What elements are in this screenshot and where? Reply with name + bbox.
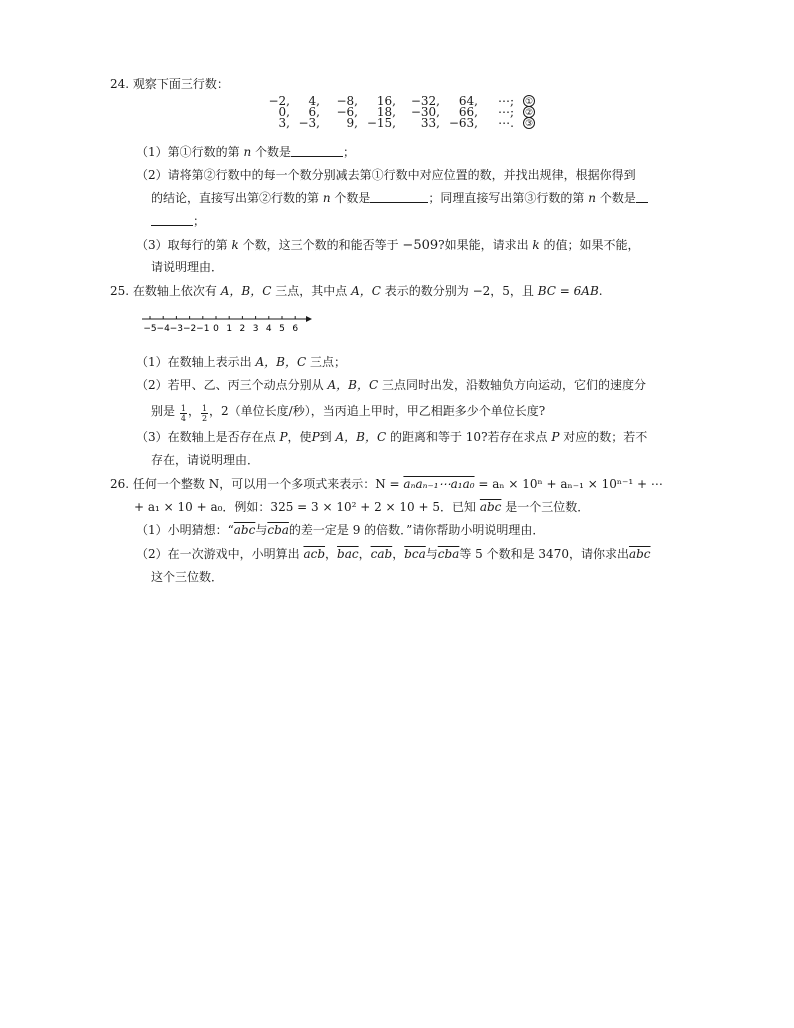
q26-line-1 xyxy=(110,476,663,492)
bac-overline: $\overline{bac}$ xyxy=(337,547,359,561)
var-n: n xyxy=(588,191,596,205)
answer-blank[interactable] xyxy=(151,214,193,226)
cba-overline: $\overline{cba}$ xyxy=(267,523,289,537)
text: （1）小明猜想：“ xyxy=(136,523,234,537)
formula: + a₁ × 10 + a₀．例如：325 = 3 × 10² + 2 × 10 + 5．已知 xyxy=(134,500,477,514)
number: −509 xyxy=(402,238,439,253)
denominator: 4 xyxy=(180,414,186,423)
text: （1）在数轴上表示出 xyxy=(136,355,252,369)
seq-value: −8, xyxy=(336,94,358,108)
q24-part-2-line-3 xyxy=(151,213,205,229)
q25-title xyxy=(110,283,603,299)
fraction-one-half xyxy=(201,404,208,423)
text: 表示的数分别为 −2，5，且 xyxy=(384,284,534,298)
axis-tick-label: 6 xyxy=(292,324,299,334)
seq-value: 0, xyxy=(278,105,290,119)
text: 个数，这三个数的和能否等于 xyxy=(242,238,399,252)
q25-part-2-line-1 xyxy=(136,377,646,393)
point-p: P xyxy=(551,430,560,444)
number-line xyxy=(140,312,312,334)
numerator: 1 xyxy=(180,404,186,413)
numerator: 1 xyxy=(201,404,208,413)
circled-number-1: ① xyxy=(524,97,534,107)
q24-part-3-line-1 xyxy=(136,237,640,254)
fraction-one-quarter xyxy=(180,404,187,423)
text: （2）若甲、乙、丙三个动点分别从 xyxy=(136,378,324,392)
circled-number-3: ③ xyxy=(524,119,534,129)
text: 与 xyxy=(255,523,268,537)
seq-value: −6, xyxy=(336,105,358,119)
answer-blank[interactable] xyxy=(291,145,343,157)
text: ?如果能，请求出 xyxy=(438,238,529,252)
seq-value: 4, xyxy=(308,94,320,108)
axis-tick-label: −3 xyxy=(169,324,184,334)
digits-overline: aₙaₙ₋₁⋯a₁a₀ xyxy=(403,477,475,491)
q24-part-3-line-2: 请说明理由． xyxy=(151,260,224,274)
text: 26. 任何一个整数 N，可以用一个多项式来表示：N = xyxy=(110,477,400,491)
axis-tick-label: 3 xyxy=(252,324,259,334)
text: 等 5 个数和是 3470，请你求出 xyxy=(459,547,629,561)
bca-overline: $\overline{bca}$ xyxy=(404,547,426,561)
seq-value: −63, xyxy=(448,116,478,130)
seq-value: ⋯; xyxy=(497,94,514,108)
text: （2）在一次游戏中，小明算出 xyxy=(136,547,300,561)
axis-tick-label: −4 xyxy=(156,324,170,334)
axis-tick-label: −5 xyxy=(143,324,157,334)
cba-overline: $\overline{cba}$ xyxy=(437,547,460,561)
q25-part-2-line-2 xyxy=(151,401,545,423)
points-abc: A，B，C xyxy=(327,378,379,392)
abc-overline: $\overline{abc}$ xyxy=(628,547,651,561)
text: 的差一定是 9 的倍数．”请你帮助小明说明理由． xyxy=(288,523,545,537)
seq-value: −32, xyxy=(410,94,440,108)
q25-part-1 xyxy=(136,354,346,370)
abc-overline: $\overline{abc}$ xyxy=(479,500,502,514)
q26-line-2 xyxy=(134,499,589,515)
denominator: 2 xyxy=(201,414,208,423)
q26-part-2-line-1: （2）在一次游戏中，小明算出 $\overline{acb}$，$\overline{bac}$，$\overline{cab}$，$\overline{bca}$与$\overline{cba}$等 5 个数和是 3470，请你求出$\overline{abc}$ xyxy=(136,547,651,561)
q25-part-3-line-2: 存在，请说明理由． xyxy=(151,453,260,467)
axis-tick-label: 4 xyxy=(265,324,272,334)
text: ； xyxy=(343,145,356,159)
axis-tick-label: 5 xyxy=(279,324,285,334)
seq-value: 6, xyxy=(308,105,320,119)
q24-part-1 xyxy=(136,144,355,160)
circled-number-2: ② xyxy=(524,108,534,118)
q24-part-2-line-2 xyxy=(151,190,648,206)
seq-value: 9, xyxy=(346,116,358,130)
axis-tick-label: 2 xyxy=(239,324,246,334)
abc-overline: $\overline{abc}$ xyxy=(233,523,256,537)
text: （1）第①行数的第 xyxy=(136,145,240,159)
points-abc: A，B，C xyxy=(220,284,272,298)
points-ac: A，C xyxy=(351,284,381,298)
text: 是一个三位数． xyxy=(505,500,590,514)
points-abc: A，B，C xyxy=(335,430,387,444)
formula: = aₙ × 10ⁿ + aₙ₋₁ × 10ⁿ⁻¹ + ⋯ xyxy=(478,477,663,491)
var-k: k xyxy=(532,238,540,252)
q24-part-2-line-1: （2）请将第②行数中的每一个数分别减去第①行数中对应位置的数，并找出规律，根据你得到 xyxy=(136,168,636,182)
seq-value: −3, xyxy=(298,116,320,130)
text: 三点，其中点 xyxy=(275,284,348,298)
var-n: n xyxy=(243,145,252,159)
text: ，2（单位长度/秒），当丙追上甲时，甲乙相距多少个单位长度? xyxy=(209,404,546,418)
seq-value: ⋯; xyxy=(497,105,514,119)
point-p: P xyxy=(311,430,320,444)
text: 的结论，直接写出第②行数的第 xyxy=(151,191,320,205)
text: 个数是 xyxy=(334,191,371,205)
equation: BC = 6AB xyxy=(537,284,599,298)
axis-tick-label: 1 xyxy=(226,324,233,334)
q26-part-1 xyxy=(136,522,544,538)
text: 三点； xyxy=(309,355,346,369)
seq-value: 18, xyxy=(376,105,396,119)
text: 三点同时出发，沿数轴负方向运动，它们的速度分 xyxy=(381,378,646,392)
point-p: P xyxy=(279,430,288,444)
text: ；同理直接写出第③行数的第 xyxy=(428,191,585,205)
text: 个数是 xyxy=(255,145,292,159)
seq-value: ⋯. xyxy=(498,116,514,130)
text: 个数是 xyxy=(599,191,636,205)
seq-value: 16, xyxy=(376,94,396,108)
seq-value: 3, xyxy=(278,116,290,130)
answer-blank[interactable] xyxy=(636,191,648,203)
text: ； xyxy=(193,214,206,228)
text: . xyxy=(598,284,603,298)
text: （3）在数轴上是否存在点 xyxy=(136,430,276,444)
text: 的距离和等于 10?若存在求点 xyxy=(389,430,548,444)
seq-value: −30, xyxy=(410,105,440,119)
q26-part-2-line-2: 这个三位数． xyxy=(151,570,224,584)
axis-tick-label: −2 xyxy=(182,324,197,334)
arrow-right-icon xyxy=(306,316,312,322)
points-abc: A，B，C xyxy=(255,355,307,369)
answer-blank[interactable] xyxy=(370,191,428,203)
axis-tick-label: −1 xyxy=(196,324,210,334)
q24-title: 24. 观察下面三行数： xyxy=(110,77,229,91)
text: ，使 xyxy=(287,430,312,444)
seq-value: 66, xyxy=(458,105,478,119)
text: （3）取每行的第 xyxy=(136,238,228,252)
seq-value: −15, xyxy=(366,116,396,130)
var-n: n xyxy=(322,191,331,205)
text: 到 xyxy=(319,430,332,444)
seq-value: 33, xyxy=(420,116,440,130)
cab-overline: $\overline{cab}$ xyxy=(370,547,393,561)
text: 对应的数；若不 xyxy=(563,430,648,444)
axis-tick-label: 0 xyxy=(213,324,219,334)
text: 的值；如果不能， xyxy=(543,238,640,252)
text: 与 xyxy=(425,547,438,561)
text: ， xyxy=(187,404,200,418)
q25-part-3-line-1 xyxy=(136,429,647,445)
text: 别是 xyxy=(151,404,176,418)
seq-value: −2, xyxy=(268,94,290,108)
acb-overline: $\overline{acb}$ xyxy=(303,547,326,561)
var-k: k xyxy=(231,238,239,252)
seq-value: 64, xyxy=(458,94,478,108)
text: 25. 在数轴上依次有 xyxy=(110,284,217,298)
